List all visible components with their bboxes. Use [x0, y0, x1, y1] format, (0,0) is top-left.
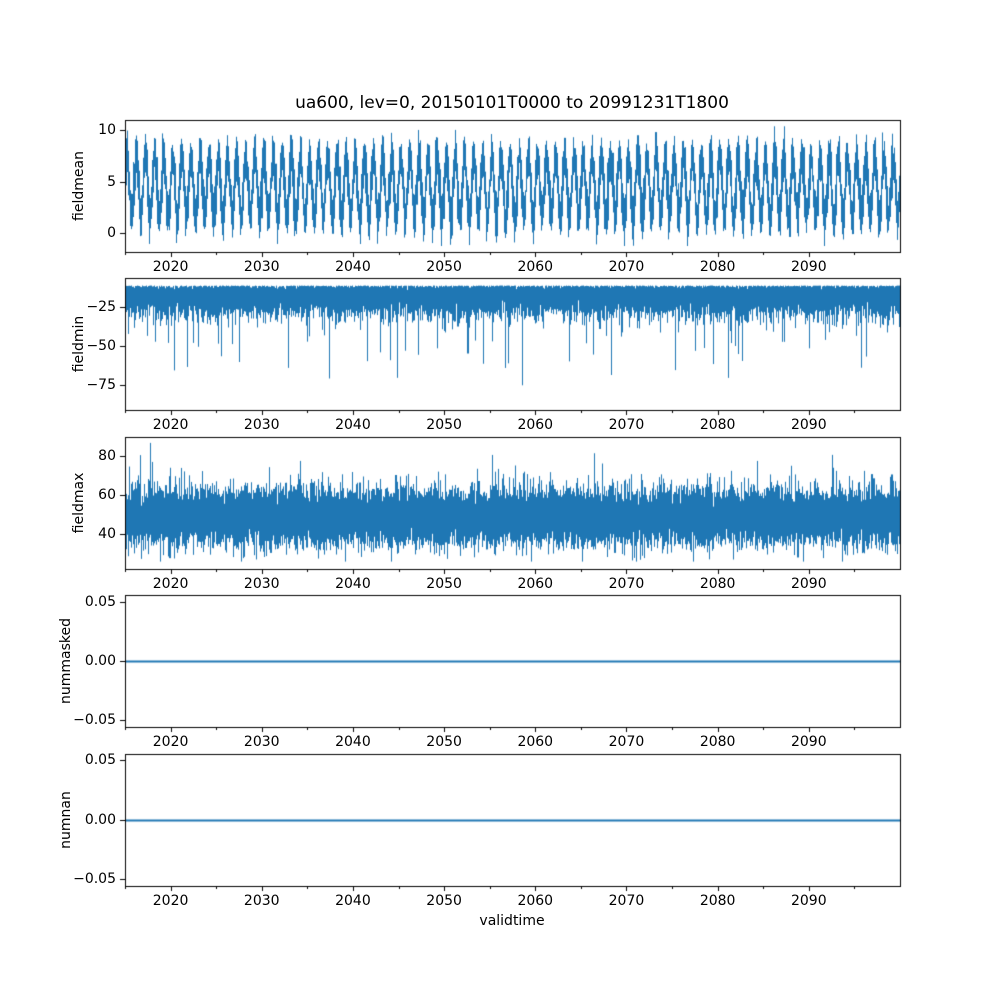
- xtick-label: 2020: [152, 734, 189, 751]
- ytick-label-nummasked: 0.00: [84, 653, 116, 670]
- xtick-label: 2020: [152, 575, 189, 592]
- ytick-label-fieldmin: −25: [86, 299, 116, 316]
- xtick-label: 2070: [608, 575, 645, 592]
- xtick-label: 2030: [243, 575, 280, 592]
- xtick-label: 2070: [608, 259, 645, 275]
- xtick-label: 2080: [699, 734, 736, 751]
- xtick-label: 2070: [608, 417, 645, 434]
- xtick-label: 2020: [152, 259, 189, 275]
- xtick-label: 2030: [243, 259, 280, 275]
- xtick-label: 2040: [335, 417, 371, 434]
- xtick-label: 2090: [790, 892, 827, 909]
- xtick-label: 2090: [790, 417, 827, 434]
- xtick-label: 2040: [335, 259, 371, 275]
- xtick-label: 2050: [426, 259, 462, 275]
- ytick-label-fieldmax: 40: [98, 526, 116, 543]
- ylabel-nummasked: nummasked: [58, 617, 74, 705]
- xtick-label: 2040: [335, 734, 371, 751]
- ytick-label-fieldmax: 80: [98, 448, 116, 465]
- ytick-label-fieldmean: 0: [107, 225, 116, 242]
- xtick-label: 2080: [699, 417, 736, 434]
- xtick-label: 2030: [243, 734, 280, 751]
- xtick-label: 2070: [608, 734, 645, 751]
- xtick-label: 2090: [790, 259, 827, 275]
- ylabel-numnan: numnan: [58, 791, 74, 849]
- ytick-label-nummasked: 0.05: [84, 594, 116, 611]
- ytick-label-nummasked: −0.05: [73, 712, 116, 729]
- xtick-label: 2050: [426, 892, 462, 909]
- ytick-label-fieldmin: −50: [86, 337, 116, 354]
- ytick-label-fieldmean: 5: [107, 173, 116, 190]
- xtick-label: 2080: [699, 575, 736, 592]
- xtick-label: 2050: [426, 417, 462, 434]
- xtick-label: 2060: [517, 892, 554, 909]
- xtick-label: 2050: [426, 734, 462, 751]
- xtick-label: 2040: [335, 892, 371, 909]
- xlabel-validtime: validtime: [479, 913, 545, 929]
- xtick-label: 2080: [699, 259, 736, 275]
- xtick-label: 2020: [152, 417, 189, 434]
- ytick-label-fieldmean: 10: [98, 121, 116, 138]
- xtick-label: 2020: [152, 892, 189, 909]
- xtick-label: 2090: [790, 575, 827, 592]
- xtick-label: 2060: [517, 734, 554, 751]
- xtick-label: 2060: [517, 575, 554, 592]
- xtick-label: 2060: [517, 417, 554, 434]
- ytick-label-fieldmin: −75: [86, 376, 116, 393]
- ylabel-fieldmax: fieldmax: [71, 472, 87, 534]
- xtick-label: 2090: [790, 734, 827, 751]
- figure-title: ua600, lev=0, 20150101T0000 to 20991231T1800: [295, 93, 729, 113]
- ylabel-fieldmean: fieldmean: [71, 151, 87, 221]
- ytick-label-numnan: 0.05: [84, 752, 116, 769]
- xtick-label: 2040: [335, 575, 371, 592]
- xtick-label: 2050: [426, 575, 462, 592]
- xtick-label: 2060: [517, 259, 554, 275]
- xtick-label: 2030: [243, 417, 280, 434]
- xtick-label: 2030: [243, 892, 280, 909]
- ytick-label-numnan: −0.05: [73, 870, 116, 887]
- xtick-label: 2080: [699, 892, 736, 909]
- ytick-label-numnan: 0.00: [84, 811, 116, 828]
- ylabel-fieldmin: fieldmin: [71, 315, 87, 373]
- ytick-label-fieldmax: 60: [98, 487, 116, 504]
- xtick-label: 2070: [608, 892, 645, 909]
